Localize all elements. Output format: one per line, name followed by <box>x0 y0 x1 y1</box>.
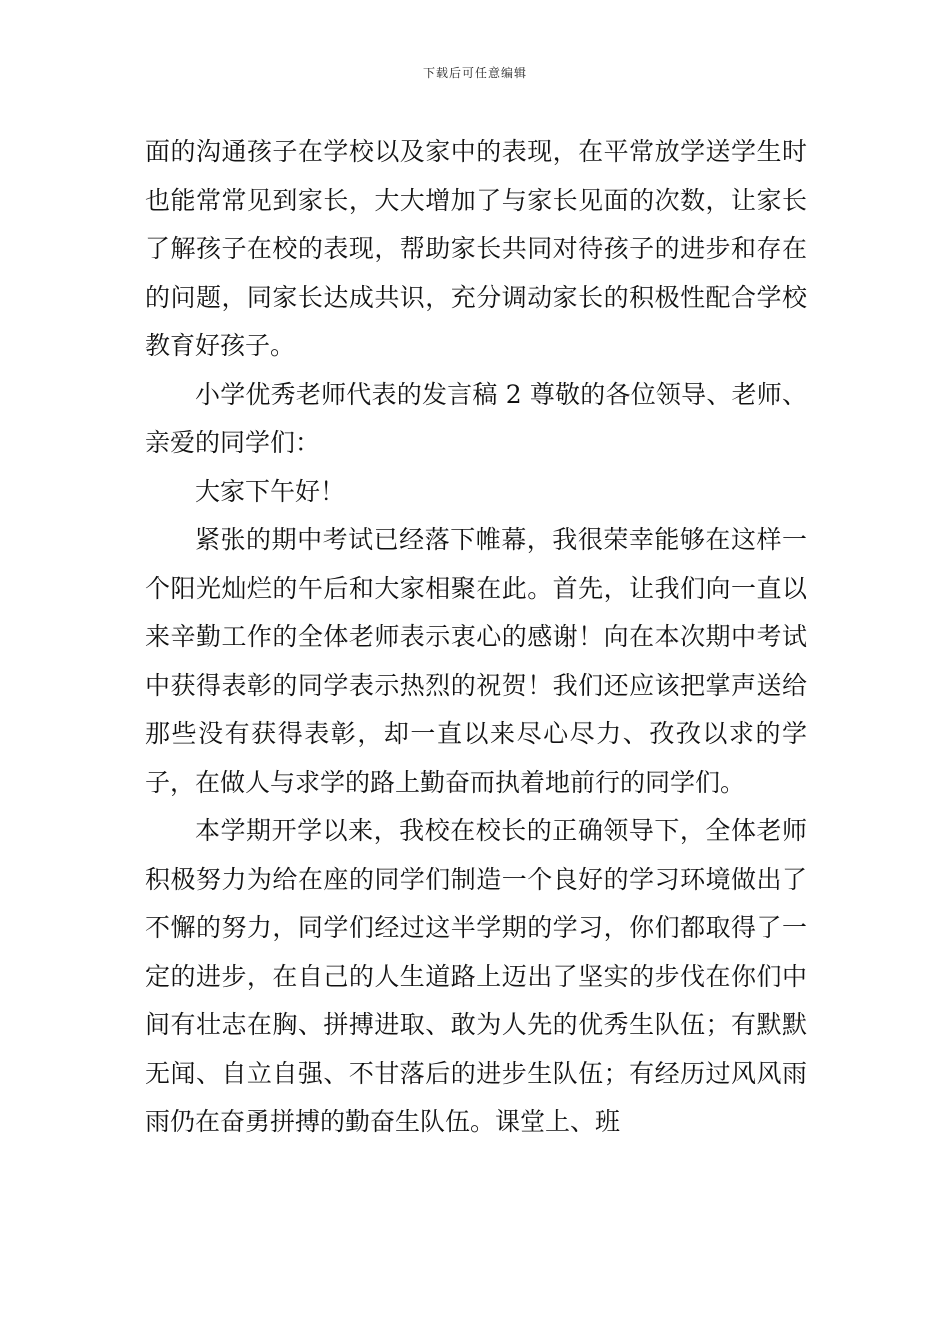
paragraph-3: 大家下午好！ <box>195 476 346 506</box>
document-body <box>145 128 807 1147</box>
paragraph-2: 小学优秀老师代表的发言稿 2 尊敬的各位领导、老师、亲爱的同学们： <box>145 379 807 457</box>
paragraph-4: 紧张的期中考试已经落下帷幕，我很荣幸能够在这样一个阳光灿烂的午后和大家相聚在此。首先，让我们向一直以来辛勤工作的全体老师表示衷心的感谢！向在本次期中考试中获得表彰的同学表示热烈的祝贺！我们还应该把掌声送给那些没有获得表彰，却一直以来尽心尽力、孜孜以求的学子，在做人与求学的路上勤奋而执着地前行的同学们。 <box>145 525 807 797</box>
paragraph-5: 本学期开学以来，我校在校长的正确领导下，全体老师积极努力为给在座的同学们制造一个良好的学习环境做出了不懈的努力，同学们经过这半学期的学习，你们都取得了一定的进步，在自己的人生道路上迈出了坚实的步伐在你们中间有壮志在胸、拼搏进取、敢为人先的优秀生队伍；有默默无闻、自立自强、不甘落后的进步生队伍；有经历过风风雨雨仍在奋勇拼搏的勤奋生队伍。课堂上、班 <box>145 816 807 1136</box>
page-header-note: 下载后可任意编辑 <box>422 66 527 80</box>
paragraph-1: 面的沟通孩子在学校以及家中的表现，在平常放学送学生时也能常常见到家长，大大增加了与家长见面的次数，让家长了解孩子在校的表现，帮助家长共同对待孩子的进步和存在的问题，同家长达成共识，充分调动家长的积极性配合学校教育好孩子。 <box>145 137 807 360</box>
